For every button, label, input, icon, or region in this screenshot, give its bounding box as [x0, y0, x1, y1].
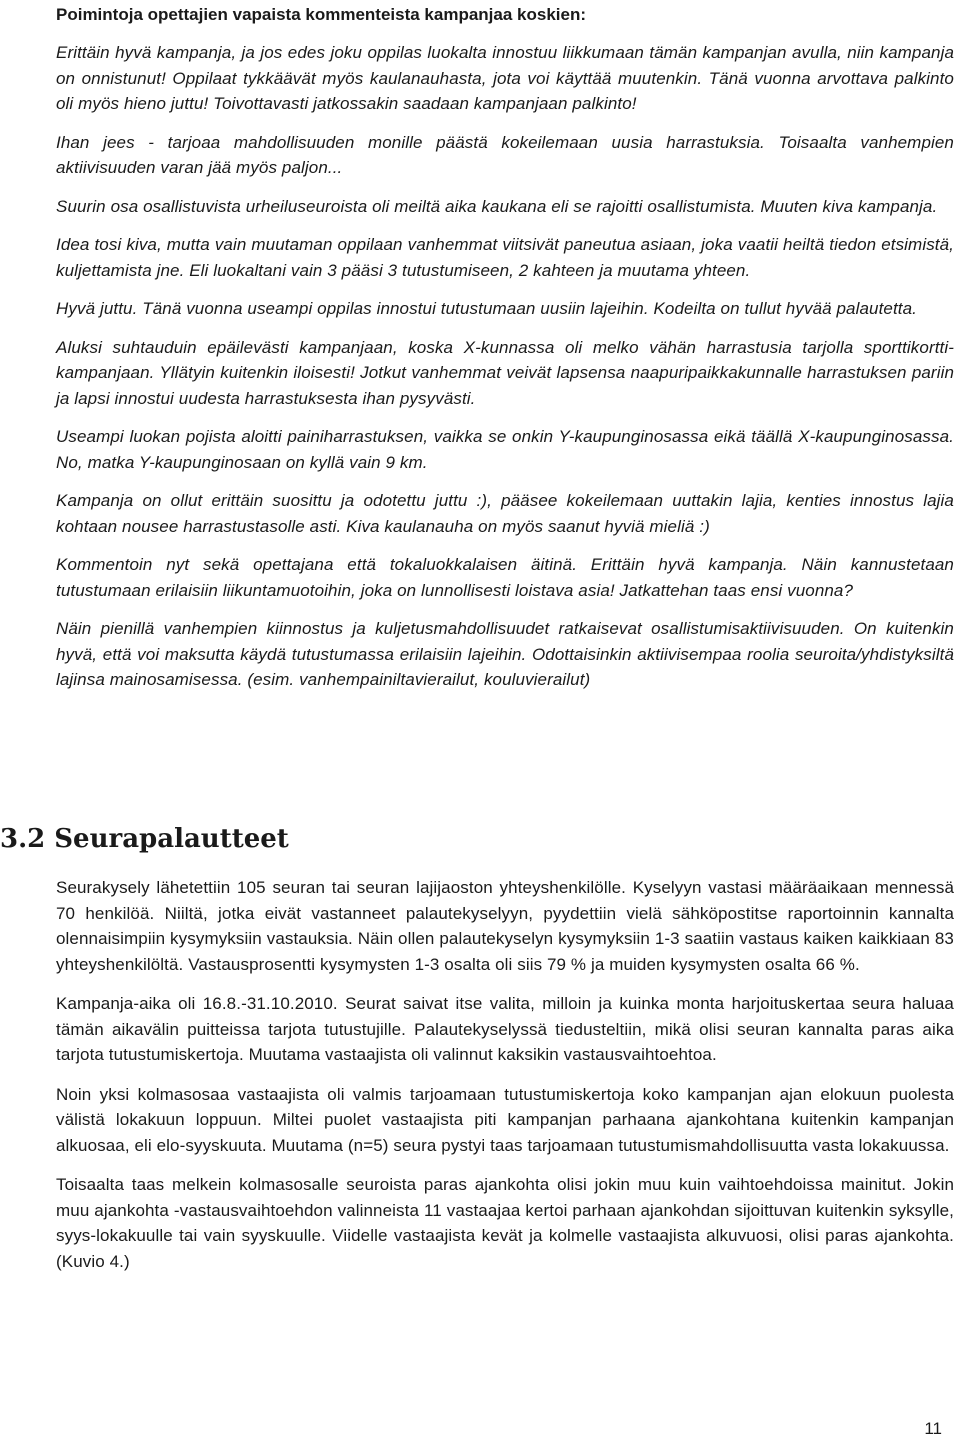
comment: Kommentoin nyt sekä opettajana että tokaluokkalaisen äitinä. Erittäin hyvä kampanja. Näin kannustetaan tutustumaan erilaisiin liikuntamuotoihin, joka on lunnollisesti loistava asia! Jatkattehan taas ensi vuonna?	[56, 555, 954, 600]
chapter-body	[56, 875, 954, 1288]
comment: Näin pienillä vanhempien kiinnostus ja kuljetusmahdollisuudet ratkaisevat osallistumisaktiivisuuden. On kuitenkin hyvä, että voi maksutta käydä tutustumassa erilaisiin lajeihin. Odottaisinkin aktiivisempaa roolia seuroita/yhdistyksiltä lajinsa mainosamisessa. (esim. vanhempainiltavierailut, kouluvierailut)	[56, 619, 954, 689]
comment: Suurin osa osallistuvista urheiluseuroista oli meiltä aika kaukana eli se rajoitti osallistumista. Muuten kiva kampanja.	[56, 196, 938, 216]
comment: Useampi luokan pojista aloitti painiharrastuksen, vaikka se onkin Y-kaupunginosassa eikä täällä X-kaupunginosassa. No, matka Y-kaupunginosaan on kyllä vain 9 km.	[56, 427, 954, 472]
comment: Ihan jees - tarjoaa mahdollisuuden monille päästä kokeilemaan uusia harrastuksia. Toisaalta vanhempien aktiivisuuden varan jää myös paljon...	[56, 132, 954, 177]
comment: Idea tosi kiva, mutta vain muutaman oppilaan vanhemmat viitsivät paneutua asiaan, joka vaatii heiltä tiedon etsimistä, kuljettamista jne. Eli luokaltani vain 3 pääsi 3 tutustumiseen, 2 kahteen ja muutama yhteen.	[56, 235, 954, 280]
body-paragraph: Toisaalta taas melkein kolmasosalle seuroista paras ajankohta olisi jokin muu kuin vaihtoehdoissa mainitut. Jokin muu ajankohta -vastausvaihtoehdon valinneista 11 vastaajaa kertoi parhaan ajankohdan sijoittuvan kuitenkin syksylle, syys-lokakuulle tai vain syyskuulle. Viidelle vastaajista kevät ja kolmelle vastaajista alkuvuosi, olisi paras ajankohta. (Kuvio 4.)	[56, 1175, 954, 1271]
comment: Kampanja on ollut erittäin suosittu ja odotettu juttu :), pääsee kokeilemaan uuttakin lajia, kenties innostus lajia kohtaan nousee harrastustasolle asti. Kiva kaulanauha on myös saanut hyviä mieliä :)	[56, 491, 954, 536]
section-heading: Poimintoja opettajien vapaista kommenteista kampanjaa koskien:	[56, 5, 587, 24]
chapter-heading: 3.2 Seurapalautteet	[0, 824, 289, 854]
comment: Erittäin hyvä kampanja, ja jos edes joku oppilas luokalta innostuu liikkumaan tämän kampanjan avulla, niin kampanja on onnistunut! Oppilaat tykkäävät myös kaulanauhasta, jota voi käyttää muutenkin. Tänä vuonna arvottava palkinto oli myös hieno juttu! Toivottavasti jatkossakin saadaan kampanjaan palkinto!	[56, 43, 954, 113]
body-paragraph: Noin yksi kolmasosaa vastaajista oli valmis tarjoamaan tutustumiskertoja koko kampanjan ajan elokuun puolesta välistä lokakuun loppuun. Miltei puolet vastaajista piti kampanjan parhaana ajankohtana kuitenkin kampanjan alkuosaa, eli elo-syyskuuta. Muutama (n=5) seura pystyi taas tarjoamaan tutustumismahdollisuutta vasta lokakuussa.	[56, 1084, 954, 1155]
page-number: 11	[924, 1419, 942, 1438]
body-paragraph: Seurakysely lähetettiin 105 seuran tai seuran lajijaoston yhteyshenkilölle. Kyselyyn vastasi määräaikaan mennessä 70 henkilöä. Niiltä, jotka eivät vastanneet palautekyselyyn, pyydettiin vielä sähköpostitse raportoinnin kannalta olennaisimpiin kysymyksiin vastauksia. Näin ollen palautekyselyn kysymyksiin 1-3 saatiin vastaus kaiken kaikkiaan 83 yhteyshenkilöltä. Vastausprosentti kysymysten 1-3 osalta oli siis 79 % ja muiden kysymysten osalta 66 %.	[56, 878, 954, 974]
body-paragraph: Kampanja-aika oli 16.8.-31.10.2010. Seurat saivat itse valita, milloin ja kuinka monta harjoituskertaa seura haluaa tämän aikavälin puitteissa tarjota tutustujille. Palautekyselyssä tiedusteltiin, mikä olisi seuran kannalta paras aika tarjota tutustumiskertoja. Muutama vastaajista oli valinnut kaksikin vastausvaihtoehtoa.	[56, 994, 954, 1064]
comment: Hyvä juttu. Tänä vuonna useampi oppilas innostui tutustumaan uusiin lajeihin. Kodeilta on tullut hyvää palautetta.	[56, 299, 917, 318]
teacher-comments	[56, 40, 954, 706]
comment: Aluksi suhtauduin epäilevästi kampanjaan, koska X-kunnassa oli melko vähän harrastusia tarjolla sporttikortti-kampanjaan. Yllätyin kuitenkin iloisesti! Jotkut vanhemmat veivät lapsensa naapuripaikkakunnalle harrastuksen pariin ja lapsi innostui uudesta harrastuksesta ihan pysyvästi.	[56, 337, 954, 408]
